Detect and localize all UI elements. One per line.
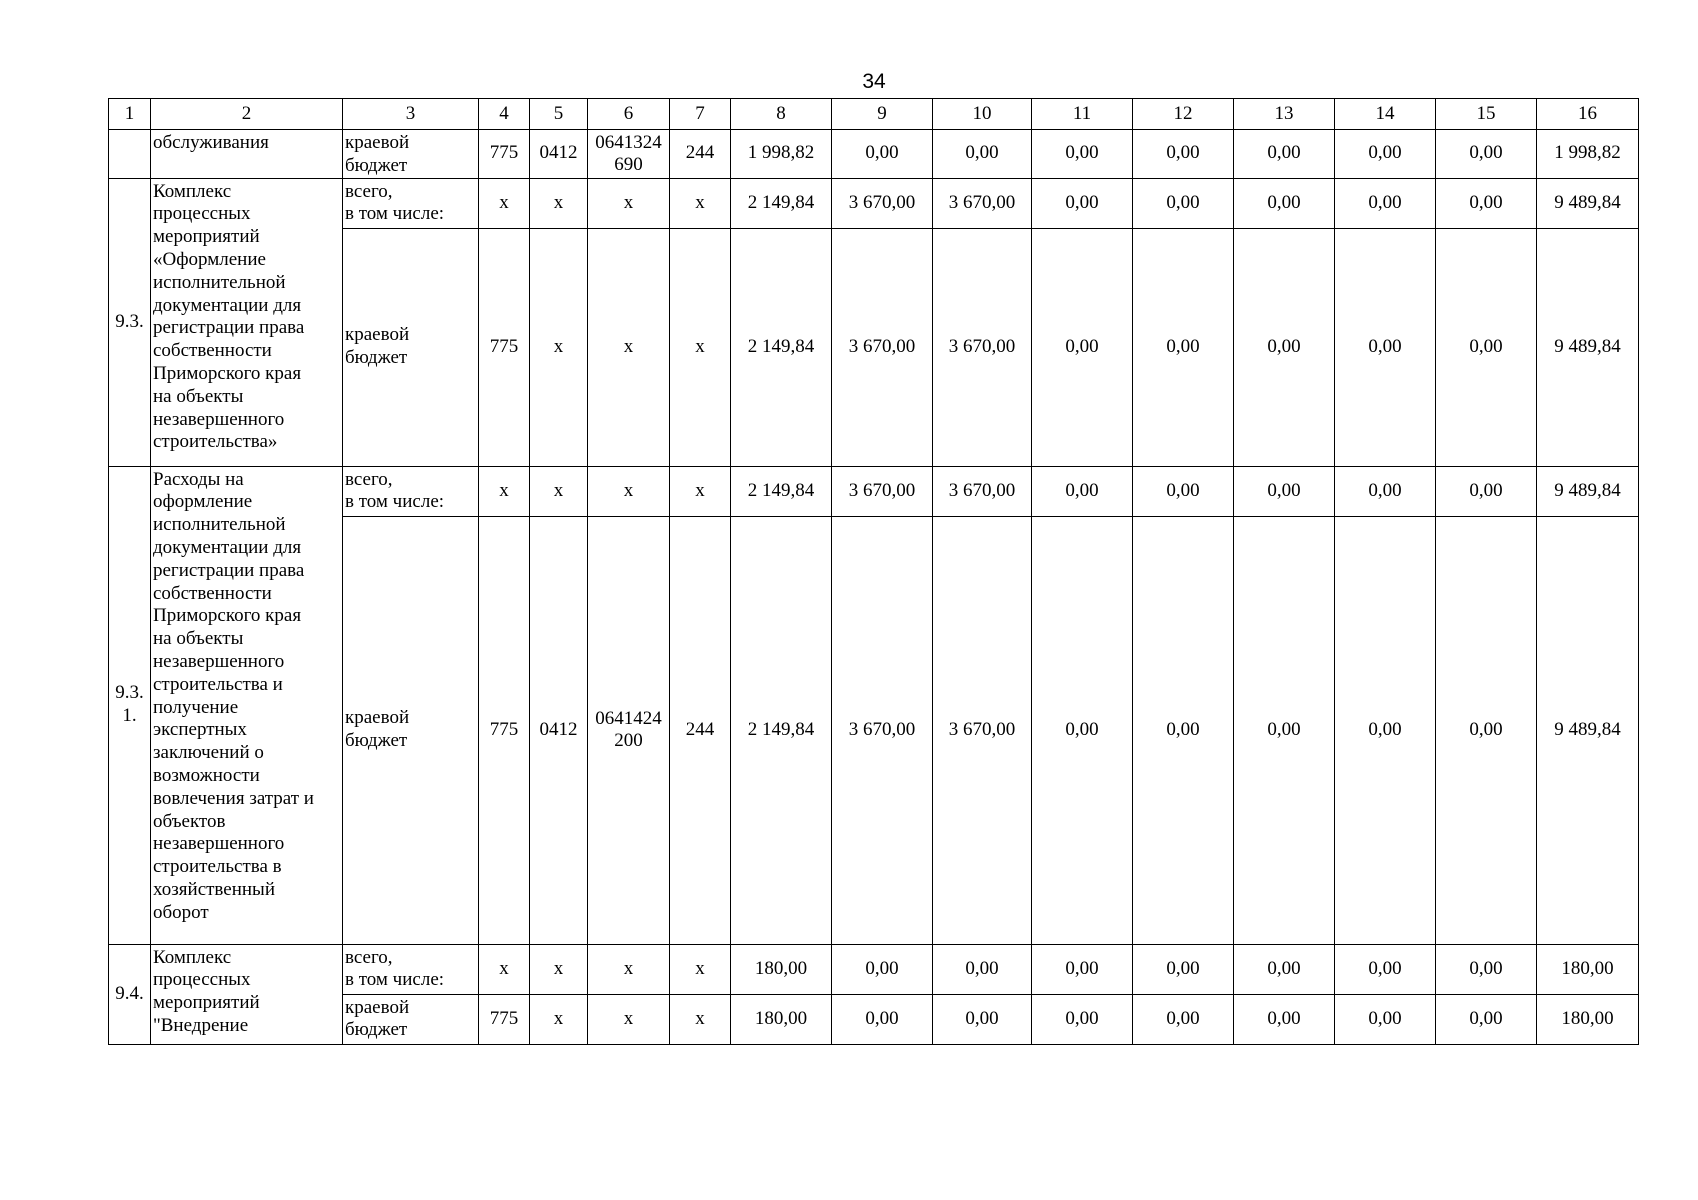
cell-col-11: 0,00 xyxy=(1032,130,1133,179)
cell-col-16: 9 489,84 xyxy=(1537,178,1639,228)
cell-col-7: x xyxy=(670,944,731,994)
cell-col-8: 1 998,82 xyxy=(731,130,832,179)
cell-col-14: 0,00 xyxy=(1335,944,1436,994)
cell-col-7: x xyxy=(670,466,731,516)
cell-col-8: 2 149,84 xyxy=(731,466,832,516)
cell-col-5: x xyxy=(530,228,588,466)
cell-col-13: 0,00 xyxy=(1234,228,1335,466)
cell-col-15: 0,00 xyxy=(1436,178,1537,228)
cell-col-15: 0,00 xyxy=(1436,228,1537,466)
cell-col-11: 0,00 xyxy=(1032,466,1133,516)
cell-col-6: x xyxy=(588,944,670,994)
cell-col-7: 244 xyxy=(670,516,731,944)
cell-col-9: 3 670,00 xyxy=(832,178,933,228)
cell-col-12: 0,00 xyxy=(1133,994,1234,1044)
cell-col-12: 0,00 xyxy=(1133,516,1234,944)
cell-col-14: 0,00 xyxy=(1335,130,1436,179)
page-number: 34 xyxy=(862,70,886,93)
cell-col-8: 180,00 xyxy=(731,944,832,994)
cell-col-9: 0,00 xyxy=(832,130,933,179)
cell-col-11: 0,00 xyxy=(1032,516,1133,944)
column-header-9: 9 xyxy=(832,99,933,130)
cell-col-13: 0,00 xyxy=(1234,178,1335,228)
cell-col-12: 0,00 xyxy=(1133,130,1234,179)
cell-col-10: 3 670,00 xyxy=(933,516,1032,944)
funding-source: краевой бюджет xyxy=(343,228,479,466)
header-row xyxy=(109,99,1639,130)
row-description: Комплекс процессных мероприятий "Внедрение xyxy=(151,944,343,1044)
column-header-12: 12 xyxy=(1133,99,1234,130)
cell-col-16: 180,00 xyxy=(1537,944,1639,994)
cell-col-10: 3 670,00 xyxy=(933,466,1032,516)
row-index: 9.3. 1. xyxy=(109,466,151,944)
cell-col-8: 2 149,84 xyxy=(731,178,832,228)
cell-col-11: 0,00 xyxy=(1032,994,1133,1044)
cell-col-9: 3 670,00 xyxy=(832,228,933,466)
cell-col-4: x xyxy=(479,466,530,516)
column-header-5: 5 xyxy=(530,99,588,130)
cell-col-10: 0,00 xyxy=(933,944,1032,994)
cell-col-14: 0,00 xyxy=(1335,516,1436,944)
cell-col-11: 0,00 xyxy=(1032,228,1133,466)
column-header-6: 6 xyxy=(588,99,670,130)
row-description: обслуживания xyxy=(151,130,343,179)
cell-col-15: 0,00 xyxy=(1436,994,1537,1044)
cell-col-9: 3 670,00 xyxy=(832,466,933,516)
cell-col-10: 3 670,00 xyxy=(933,228,1032,466)
cell-col-6: 0641424 200 xyxy=(588,516,670,944)
funding-source: краевой бюджет xyxy=(343,130,479,179)
cell-col-13: 0,00 xyxy=(1234,130,1335,179)
cell-col-10: 0,00 xyxy=(933,994,1032,1044)
cell-col-13: 0,00 xyxy=(1234,466,1335,516)
table-row xyxy=(109,944,1639,994)
column-header-14: 14 xyxy=(1335,99,1436,130)
column-header-8: 8 xyxy=(731,99,832,130)
cell-col-6: 0641324 690 xyxy=(588,130,670,179)
row-index: 9.3. xyxy=(109,178,151,466)
funding-source: всего, в том числе: xyxy=(343,466,479,516)
cell-col-13: 0,00 xyxy=(1234,944,1335,994)
cell-col-6: x xyxy=(588,466,670,516)
column-header-13: 13 xyxy=(1234,99,1335,130)
cell-col-6: x xyxy=(588,994,670,1044)
funding-source: краевой бюджет xyxy=(343,994,479,1044)
cell-col-16: 9 489,84 xyxy=(1537,516,1639,944)
column-header-4: 4 xyxy=(479,99,530,130)
cell-col-10: 3 670,00 xyxy=(933,178,1032,228)
cell-col-14: 0,00 xyxy=(1335,994,1436,1044)
cell-col-14: 0,00 xyxy=(1335,178,1436,228)
cell-col-9: 0,00 xyxy=(832,994,933,1044)
cell-col-5: x xyxy=(530,178,588,228)
cell-col-5: x xyxy=(530,466,588,516)
cell-col-5: 0412 xyxy=(530,130,588,179)
cell-col-10: 0,00 xyxy=(933,130,1032,179)
cell-col-7: 244 xyxy=(670,130,731,179)
cell-col-14: 0,00 xyxy=(1335,228,1436,466)
cell-col-8: 180,00 xyxy=(731,994,832,1044)
cell-col-5: x xyxy=(530,944,588,994)
cell-col-12: 0,00 xyxy=(1133,944,1234,994)
cell-col-12: 0,00 xyxy=(1133,466,1234,516)
cell-col-4: 775 xyxy=(479,994,530,1044)
cell-col-7: x xyxy=(670,178,731,228)
cell-col-16: 180,00 xyxy=(1537,994,1639,1044)
column-header-11: 11 xyxy=(1032,99,1133,130)
row-description: Комплекс процессных мероприятий «Оформление исполнительной документации для регистрации права собственности Приморского края на объекты незавершенного строительства» xyxy=(151,178,343,466)
funding-source: краевой бюджет xyxy=(343,516,479,944)
column-header-16: 16 xyxy=(1537,99,1639,130)
cell-col-16: 9 489,84 xyxy=(1537,466,1639,516)
cell-col-14: 0,00 xyxy=(1335,466,1436,516)
row-description: Расходы на оформление исполнительной документации для регистрации права собственности Приморского края на объекты незавершенного строительства и получение экспертных заключений о возможности вовлечения затрат и объектов незавершенного строительства в хозяйственный оборот xyxy=(151,466,343,944)
cell-col-16: 9 489,84 xyxy=(1537,228,1639,466)
column-header-2: 2 xyxy=(151,99,343,130)
cell-col-16: 1 998,82 xyxy=(1537,130,1639,179)
column-header-1: 1 xyxy=(109,99,151,130)
table-row xyxy=(109,466,1639,516)
cell-col-15: 0,00 xyxy=(1436,466,1537,516)
funding-source: всего, в том числе: xyxy=(343,944,479,994)
cell-col-4: x xyxy=(479,178,530,228)
budget-table xyxy=(108,98,1639,1045)
cell-col-4: x xyxy=(479,944,530,994)
cell-col-8: 2 149,84 xyxy=(731,228,832,466)
cell-col-15: 0,00 xyxy=(1436,130,1537,179)
cell-col-11: 0,00 xyxy=(1032,944,1133,994)
cell-col-5: x xyxy=(530,994,588,1044)
column-header-3: 3 xyxy=(343,99,479,130)
cell-col-9: 0,00 xyxy=(832,944,933,994)
row-index: 9.4. xyxy=(109,944,151,1044)
column-header-15: 15 xyxy=(1436,99,1537,130)
cell-col-6: x xyxy=(588,228,670,466)
table-row xyxy=(109,178,1639,228)
cell-col-13: 0,00 xyxy=(1234,994,1335,1044)
cell-col-7: x xyxy=(670,228,731,466)
cell-col-15: 0,00 xyxy=(1436,516,1537,944)
cell-col-15: 0,00 xyxy=(1436,944,1537,994)
column-header-10: 10 xyxy=(933,99,1032,130)
cell-col-4: 775 xyxy=(479,130,530,179)
cell-col-8: 2 149,84 xyxy=(731,516,832,944)
cell-col-4: 775 xyxy=(479,228,530,466)
cell-col-13: 0,00 xyxy=(1234,516,1335,944)
cell-col-12: 0,00 xyxy=(1133,228,1234,466)
cell-col-4: 775 xyxy=(479,516,530,944)
row-index xyxy=(109,130,151,179)
cell-col-5: 0412 xyxy=(530,516,588,944)
column-header-7: 7 xyxy=(670,99,731,130)
cell-col-9: 3 670,00 xyxy=(832,516,933,944)
table-row xyxy=(109,130,1639,179)
cell-col-12: 0,00 xyxy=(1133,178,1234,228)
cell-col-11: 0,00 xyxy=(1032,178,1133,228)
cell-col-6: x xyxy=(588,178,670,228)
funding-source: всего, в том числе: xyxy=(343,178,479,228)
cell-col-7: x xyxy=(670,994,731,1044)
